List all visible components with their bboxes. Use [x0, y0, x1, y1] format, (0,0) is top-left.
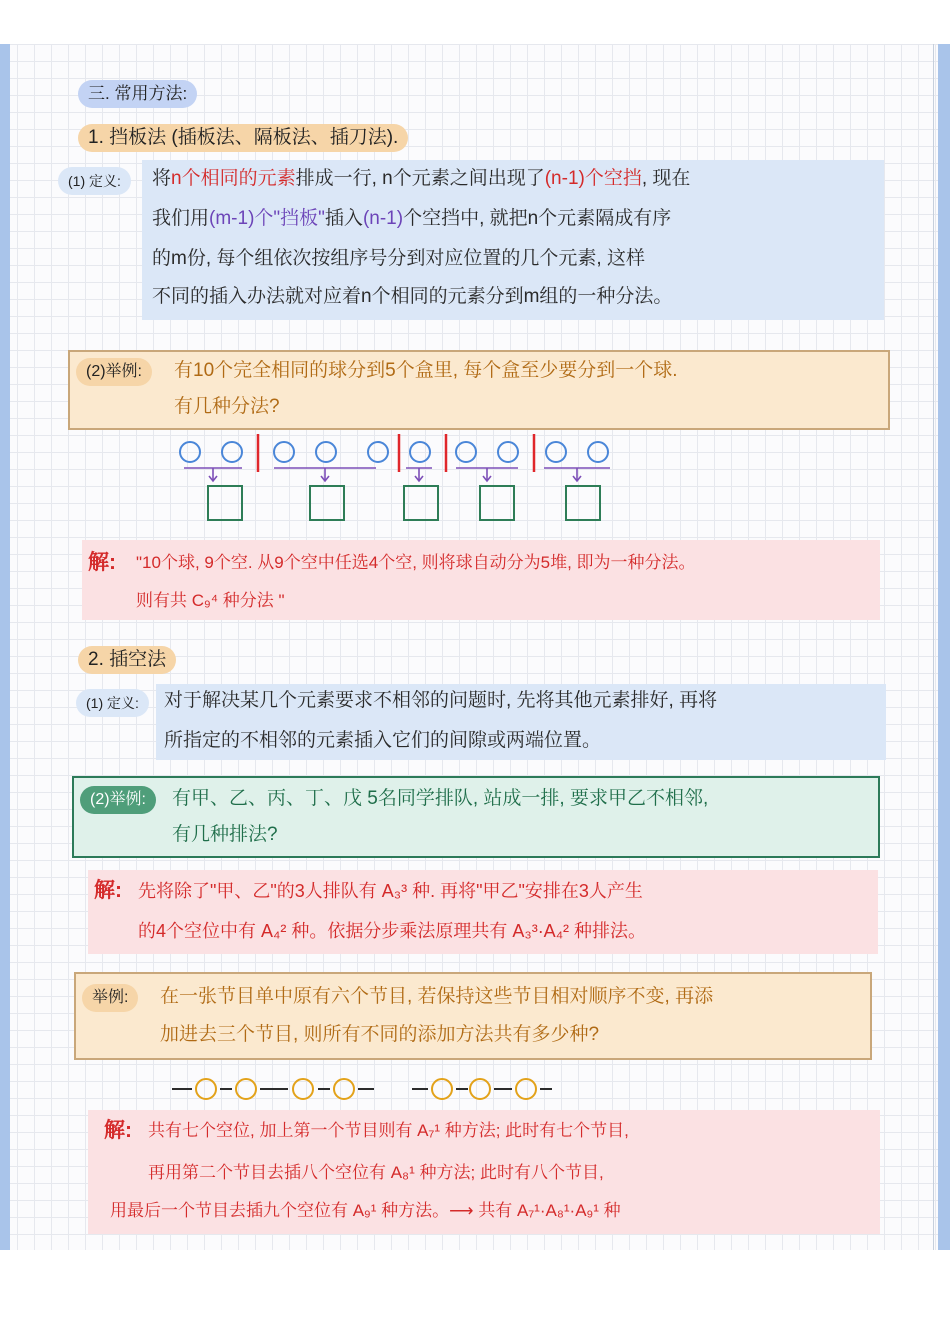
- box: [208, 486, 242, 520]
- def4-text: 不同的插入办法就对应着n个相同的元素分到m组的一种分法。: [152, 286, 673, 307]
- method1-solution-label: 解:: [88, 551, 116, 574]
- page-edge-left: [0, 44, 10, 1250]
- slots-diagram: [168, 1074, 558, 1104]
- method1-example-line-1: 有10个完全相同的球分到5个盒里, 每个盒至少要分到一个球.: [174, 360, 678, 381]
- def1-text-a: 将: [152, 168, 172, 189]
- def2-text-a: 我们用: [152, 208, 210, 229]
- method2-example-line-2: 有几种排法?: [172, 824, 278, 845]
- method2-def-line-2: 所指定的不相邻的元素插入它们的间隙或两端位置。: [164, 730, 602, 751]
- ball: [498, 442, 518, 462]
- def3-text: 的m份, 每个组依次按组序号分到对应位置的几个元素, 这样: [152, 248, 645, 269]
- slot-circle: [293, 1079, 313, 1099]
- method2-title: 2. 插空法: [78, 646, 176, 674]
- slot-circle: [236, 1079, 256, 1099]
- def1-highlight-a: n个相同的元素: [171, 168, 296, 189]
- def1-highlight-b: (n-1): [544, 168, 585, 189]
- slot-circle: [432, 1079, 452, 1099]
- def1-text-b: 排成一行, n个元素之间出现了: [295, 168, 545, 189]
- ball: [180, 442, 200, 462]
- method1-solution-box: [82, 540, 880, 620]
- box: [480, 486, 514, 520]
- method2-example2-line-1: 在一张节目单中原有六个节目, 若保持这些节目相对顺序不变, 再添: [160, 986, 714, 1007]
- slot-circle: [196, 1079, 216, 1099]
- method1-def-label: (1) 定义:: [58, 167, 131, 195]
- def2-highlight-b: 个: [254, 208, 274, 229]
- def1-highlight-c: 个空挡: [584, 168, 642, 189]
- method1-solution-line-1: "10个球, 9个空. 从9个空中任选4个空, 则将球自动分为5堆, 即为一种分法。: [136, 553, 696, 572]
- ball: [456, 442, 476, 462]
- method2-solution-line-2: 的4个空位中有 A₄² 种。依据分步乘法原理共有 A₃³·A₄² 种排法。: [138, 921, 647, 941]
- method2-solution2-label: 解:: [104, 1119, 132, 1142]
- def2-text-b: 插入: [324, 208, 363, 229]
- box: [310, 486, 344, 520]
- def2-text-c: 个空挡中, 就把n个元素隔成有序: [403, 208, 672, 229]
- section-title: 三. 常用方法:: [78, 80, 197, 108]
- method1-def-line-2: [152, 204, 671, 234]
- method1-example-line-2: 有几种分法?: [174, 396, 280, 417]
- method2-example-box: [72, 776, 880, 858]
- method2-def-label: (1) 定义:: [76, 689, 149, 717]
- def2-highlight-c: "挡板": [273, 208, 325, 229]
- method2-solution2-line-1: 共有七个空位, 加上第一个节目则有 A₇¹ 种方法; 此时有七个节目,: [148, 1121, 629, 1140]
- ball: [368, 442, 388, 462]
- method2-solution2-box: [88, 1110, 880, 1234]
- method2-example2-line-2: 加进去三个节目, 则所有不同的添加方法共有多少种?: [160, 1024, 600, 1045]
- ball: [274, 442, 294, 462]
- box: [566, 486, 600, 520]
- method1-definition-box: [142, 160, 884, 320]
- method2-example-label: (2)举例:: [80, 786, 156, 814]
- def2-highlight-a: (m-1): [209, 208, 255, 229]
- method1-title: 1. 挡板法 (插板法、隔板法、插刀法).: [78, 124, 408, 152]
- slot-circle: [516, 1079, 536, 1099]
- page-margin-line: [933, 44, 934, 1250]
- method2-example2-box: [74, 972, 872, 1060]
- ball: [410, 442, 430, 462]
- method1-example-label: (2)举例:: [76, 358, 152, 386]
- method2-solution-line-1: 先将除了"甲、乙"的3人排队有 A₃³ 种. 再将"甲乙"安排在3人产生: [138, 881, 643, 901]
- def1-text-c: , 现在: [641, 168, 691, 189]
- balls-boxes-diagram: [170, 428, 630, 528]
- slot-circle: [334, 1079, 354, 1099]
- ball: [222, 442, 242, 462]
- def2-highlight-d: (n-1): [362, 208, 404, 229]
- method2-example2-label: 举例:: [82, 984, 138, 1012]
- page-edge-right: [938, 44, 950, 1250]
- method1-example-box: [68, 350, 890, 430]
- box: [404, 486, 438, 520]
- method1-def-line-1: [152, 164, 690, 194]
- method1-def-line-3: [152, 244, 645, 274]
- method2-def-line-1: 对于解决某几个元素要求不相邻的问题时, 先将其他元素排好, 再将: [164, 690, 718, 711]
- ball: [316, 442, 336, 462]
- method2-solution-box: [88, 870, 878, 954]
- ball: [546, 442, 566, 462]
- slot-circle: [470, 1079, 490, 1099]
- method2-definition-box: [156, 684, 886, 760]
- method1-solution-line-2: 则有共 C₉⁴ 种分法 ": [136, 591, 285, 610]
- method2-example-line-1: 有甲、乙、丙、丁、戊 5名同学排队, 站成一排, 要求甲乙不相邻,: [172, 788, 709, 809]
- method1-def-line-4: [152, 282, 672, 312]
- method2-solution2-line-2: 再用第二个节目去插八个空位有 A₈¹ 种方法; 此时有八个节目,: [148, 1163, 604, 1182]
- ball: [588, 442, 608, 462]
- method2-solution-label: 解:: [94, 879, 122, 902]
- method2-solution2-line-3: 用最后一个节目去插九个空位有 A₉¹ 种方法。⟶ 共有 A₇¹·A₈¹·A₉¹ 种: [110, 1201, 621, 1220]
